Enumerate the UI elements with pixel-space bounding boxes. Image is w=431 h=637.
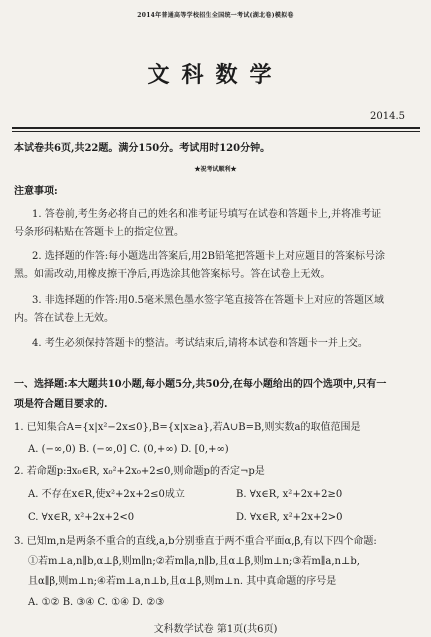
note-line: 4. 考生必须保持答题卡的整洁。考试结束后,请将本试卷和答题卡一并上交。 <box>32 338 368 349</box>
question-1-options: A. (−∞,0) B. (−∞,0] C. (0,+∞) D. [0,+∞) <box>28 444 229 455</box>
header-rule-thin <box>12 131 420 132</box>
page-footer: 文科数学试卷 第1页(共6页) <box>153 624 278 635</box>
section-heading: 一、选择题:本大题共10小题,每小题5分,共50分,在每小题给出的四个选项中,只有一 <box>14 379 387 390</box>
question-3-stem-cont: ①若m⊥a,n∥b,α⊥β,则m∥n;②若m∥a,n∥b,且α⊥β,则m⊥n;③若m∥a,n⊥b, <box>28 556 360 567</box>
note-line: 内。答在试卷上无效。 <box>14 313 114 324</box>
question-2-option-d: D. ∀x∈R, x²+2x+2>0 <box>236 512 343 523</box>
exam-info: 本试卷共6页,共22题。满分150分。考试用时120分钟。 <box>14 143 271 154</box>
exam-date: 2014.5 <box>370 111 405 122</box>
good-luck-banner: ★祝考试顺利★ <box>194 166 237 173</box>
question-3-stem: 3. 已知m,n是两条不重合的直线,a,b分别垂直于两不重合平面α,β,有以下四个命题: <box>14 536 377 547</box>
note-line: 1. 答卷前,考生务必将自己的姓名和准考证号填写在试卷和答题卡上,并将准考证 <box>32 209 382 220</box>
question-3-stem-cont: 且α∥β,则m⊥n;④若m⊥a,n⊥b,且α⊥β,则m⊥n. 其中真命题的序号是 <box>28 576 337 587</box>
exam-title: 2014年普通高等学校招生全国统一考试(湖北卷)模拟卷 <box>137 12 294 19</box>
subject-title: 文科数学 <box>147 62 284 88</box>
note-line: 黑。如需改动,用橡皮擦干净后,再选涂其他答案标号。答在试卷上无效。 <box>14 269 331 280</box>
note-line: 2. 选择题的作答:每小题选出答案后,用2B铅笔把答题卡上对应题目的答案标号涂 <box>32 251 385 262</box>
note-line: 3. 非选择题的作答:用0.5毫米黑色墨水签字笔直接答在答题卡上对应的答题区域 <box>32 295 384 306</box>
note-line: 号条形码粘贴在答题卡上的指定位置。 <box>14 227 184 238</box>
question-2-option-c: C. ∀x∈R, x²+2x+2<0 <box>28 512 135 523</box>
question-2-option-a: A. 不存在x∈R,使x²+2x+2≤0成立 <box>28 489 185 500</box>
question-1-stem: 1. 已知集合A={x|x²−2x≤0},B={x|x≥a},若A∪B=B,则实数a的取值范围是 <box>14 422 361 433</box>
header-rule-thick <box>12 127 420 129</box>
section-heading-cont: 项是符合题目要求的. <box>14 399 108 410</box>
question-3-options: A. ①② B. ③④ C. ①④ D. ②③ <box>28 597 165 608</box>
question-2-stem: 2. 若命题p:∃x₀∈R, x₀²+2x₀+2≤0,则命题p的否定¬p是 <box>14 466 265 477</box>
question-2-option-b: B. ∀x∈R, x²+2x+2≥0 <box>236 489 343 500</box>
notes-title: 注意事项: <box>14 186 58 197</box>
